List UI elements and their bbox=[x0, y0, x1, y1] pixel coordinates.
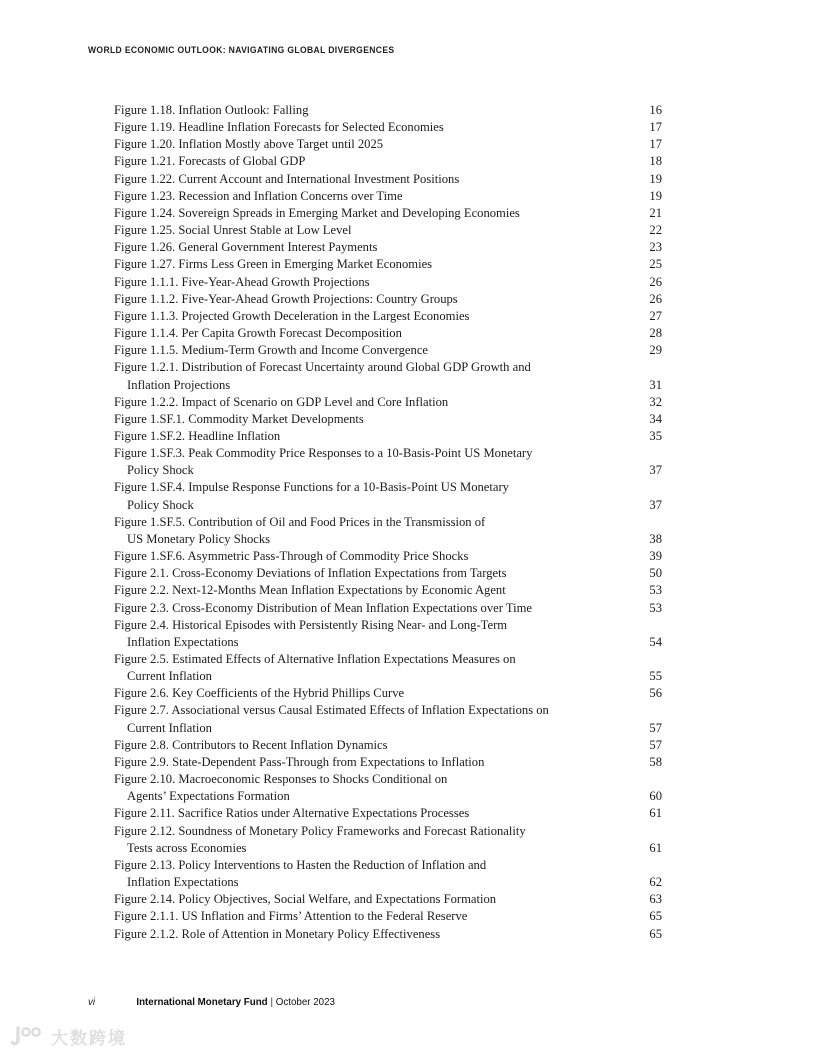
watermark-text: 大数跨境 bbox=[51, 1029, 127, 1048]
figure-title: Current Inflation bbox=[127, 720, 212, 735]
figure-page-ref: 62 bbox=[649, 875, 662, 890]
toc-entry-line bbox=[114, 874, 662, 891]
figure-title: Figure 2.1.1. US Inflation and Firms’ Attention to the Federal Reserve bbox=[114, 909, 468, 924]
figure-title: Figure 2.2. Next-12-Months Mean Inflation Expectations by Economic Agent bbox=[114, 583, 506, 598]
figure-title: Figure 1.23. Recession and Inflation Concerns over Time bbox=[114, 188, 403, 203]
figure-title: Agents’ Expectations Formation bbox=[127, 789, 290, 804]
toc-entry-line bbox=[114, 188, 662, 205]
figure-title: Policy Shock bbox=[127, 463, 194, 478]
figure-title: Figure 2.7. Associational versus Causal Estimated Effects of Inflation Expectations on bbox=[114, 703, 549, 718]
toc-entry-line bbox=[114, 205, 662, 222]
figure-title: Figure 1.1.5. Medium-Term Growth and Income Convergence bbox=[114, 343, 429, 358]
footer-separator: | bbox=[270, 996, 273, 1008]
toc-entry-line bbox=[114, 685, 662, 702]
figure-title: Inflation Projections bbox=[127, 377, 231, 392]
figure-title: Figure 2.12. Soundness of Monetary Policy Frameworks and Forecast Rationality bbox=[114, 823, 526, 838]
figure-title: Figure 1.18. Inflation Outlook: Falling bbox=[114, 103, 309, 117]
toc-entry-line bbox=[114, 857, 662, 874]
figure-title: Figure 1.2.2. Impact of Scenario on GDP Level and Core Inflation bbox=[114, 394, 449, 409]
figure-page-ref: 19 bbox=[649, 171, 662, 186]
toc-entry-line bbox=[114, 497, 662, 514]
figure-title: Figure 1.20. Inflation Mostly above Target until 2025 bbox=[114, 137, 384, 152]
figure-title: Figure 2.13. Policy Interventions to Hasten the Reduction of Inflation and bbox=[114, 857, 487, 872]
figure-page-ref: 28 bbox=[649, 326, 662, 341]
figure-title: Figure 1.27. Firms Less Green in Emerging Market Economies bbox=[114, 257, 433, 272]
figure-title: Figure 1.SF.3. Peak Commodity Price Responses to a 10-Basis-Point US Monetary bbox=[114, 446, 533, 461]
figure-page-ref: 26 bbox=[649, 291, 662, 306]
figure-title: Inflation Expectations bbox=[127, 634, 239, 649]
figure-title: Figure 1.22. Current Account and International Investment Positions bbox=[114, 171, 460, 186]
figure-title: Figure 1.1.4. Per Capita Growth Forecast Decomposition bbox=[114, 326, 402, 341]
toc-entry-line bbox=[114, 720, 662, 737]
figure-title: Figure 2.1.2. Role of Attention in Monetary Policy Effectiveness bbox=[114, 926, 441, 941]
toc-entry-line bbox=[114, 239, 662, 256]
figure-title: Figure 1.1.1. Five-Year-Ahead Growth Projections bbox=[114, 274, 370, 289]
toc-entry-line bbox=[114, 634, 662, 651]
toc-entry-line bbox=[114, 926, 662, 943]
figure-page-ref: 17 bbox=[649, 137, 662, 152]
figure-title: Current Inflation bbox=[127, 669, 212, 684]
edition-date: October 2023 bbox=[275, 996, 335, 1008]
figure-page-ref: 54 bbox=[649, 634, 662, 649]
figure-page-ref: 61 bbox=[649, 806, 662, 821]
toc-entry-line bbox=[114, 805, 662, 822]
figure-title: Figure 2.1. Cross-Economy Deviations of Inflation Expectations from Targets bbox=[114, 566, 507, 581]
toc-entry-line bbox=[114, 823, 662, 840]
page-footer bbox=[88, 996, 335, 1008]
figure-page-ref: 21 bbox=[649, 205, 662, 220]
toc-entry-line bbox=[114, 325, 662, 342]
watermark-logo-icon bbox=[10, 1025, 46, 1049]
toc-entry-line bbox=[114, 668, 662, 685]
figure-title: Tests across Economies bbox=[127, 840, 247, 855]
figure-title: Figure 1.2.1. Distribution of Forecast Uncertainty around Global GDP Growth and bbox=[114, 360, 531, 375]
figure-title: Figure 1.26. General Government Interest Payments bbox=[114, 240, 378, 255]
figure-page-ref: 65 bbox=[649, 909, 662, 924]
publisher-name: International Monetary Fund bbox=[136, 996, 268, 1008]
figure-title: Figure 1.1.2. Five-Year-Ahead Growth Projections: Country Groups bbox=[114, 291, 458, 306]
toc-entry-line bbox=[114, 377, 662, 394]
toc-entry-line bbox=[114, 411, 662, 428]
list-of-figures bbox=[114, 102, 662, 943]
figure-page-ref: 58 bbox=[649, 754, 662, 769]
figure-title: Figure 2.3. Cross-Economy Distribution of Mean Inflation Expectations over Time bbox=[114, 600, 532, 615]
figure-page-ref: 34 bbox=[649, 411, 662, 426]
figure-page-ref: 25 bbox=[649, 257, 662, 272]
toc-entry-line bbox=[114, 548, 662, 565]
figure-title: Figure 2.11. Sacrifice Ratios under Alternative Expectations Processes bbox=[114, 806, 470, 821]
figure-page-ref: 35 bbox=[649, 428, 662, 443]
toc-entry-line bbox=[114, 153, 662, 170]
toc-entry-line bbox=[114, 256, 662, 273]
figure-page-ref: 38 bbox=[649, 531, 662, 546]
toc-entry-line bbox=[114, 651, 662, 668]
toc-entry-line bbox=[114, 582, 662, 599]
figure-page-ref: 55 bbox=[649, 669, 662, 684]
figure-page-ref: 65 bbox=[649, 926, 662, 941]
toc-entry-line bbox=[114, 565, 662, 582]
toc-entry-line bbox=[114, 308, 662, 325]
toc-entry-line bbox=[114, 342, 662, 359]
figure-page-ref: 22 bbox=[649, 223, 662, 238]
figure-title: Figure 2.10. Macroeconomic Responses to Shocks Conditional on bbox=[114, 772, 448, 787]
figure-title: Figure 2.4. Historical Episodes with Persistently Rising Near- and Long-Term bbox=[114, 617, 508, 632]
figure-page-ref: 18 bbox=[649, 154, 662, 169]
figure-page-ref: 53 bbox=[649, 600, 662, 615]
figure-title: Figure 1.21. Forecasts of Global GDP bbox=[114, 154, 306, 169]
figure-title: Figure 2.5. Estimated Effects of Alternative Inflation Expectations Measures on bbox=[114, 652, 516, 666]
toc-entry-line bbox=[114, 102, 662, 119]
toc-entry-line bbox=[114, 514, 662, 531]
figure-title: Figure 1.1.3. Projected Growth Deceleration in the Largest Economies bbox=[114, 308, 470, 323]
toc-entry-line bbox=[114, 891, 662, 908]
figure-page-ref: 27 bbox=[649, 308, 662, 323]
figure-title: Figure 1.24. Sovereign Spreads in Emerging Market and Developing Economies bbox=[114, 205, 520, 220]
figure-title: Inflation Expectations bbox=[127, 875, 239, 890]
figure-title: Figure 1.SF.4. Impulse Response Functions for a 10-Basis-Point US Monetary bbox=[114, 480, 509, 495]
figure-title: Figure 2.9. State-Dependent Pass-Through from Expectations to Inflation bbox=[114, 754, 485, 769]
figure-page-ref: 17 bbox=[649, 120, 662, 135]
toc-entry-line bbox=[114, 531, 662, 548]
figure-page-ref: 57 bbox=[649, 720, 662, 735]
figure-page-ref: 31 bbox=[649, 377, 662, 392]
running-header bbox=[88, 45, 394, 56]
toc-entry-line bbox=[114, 788, 662, 805]
toc-entry-line bbox=[114, 600, 662, 617]
toc-entry-line bbox=[114, 291, 662, 308]
figure-page-ref: 56 bbox=[649, 686, 662, 701]
figure-title: Figure 1.25. Social Unrest Stable at Low Level bbox=[114, 223, 352, 238]
toc-entry-line bbox=[114, 754, 662, 771]
figure-page-ref: 60 bbox=[649, 789, 662, 804]
toc-entry-line bbox=[114, 908, 662, 925]
toc-entry-line bbox=[114, 136, 662, 153]
figure-title: Figure 2.6. Key Coefficients of the Hybrid Phillips Curve bbox=[114, 686, 405, 701]
running-header-title: WORLD ECONOMIC OUTLOOK: NAVIGATING GLOBAL DIVERGENCES bbox=[88, 45, 395, 56]
figure-title: Figure 1.SF.1. Commodity Market Developments bbox=[114, 411, 364, 426]
figure-title: US Monetary Policy Shocks bbox=[127, 531, 271, 546]
figure-page-ref: 57 bbox=[649, 737, 662, 752]
toc-entry-line bbox=[114, 222, 662, 239]
publisher-line bbox=[136, 996, 335, 1008]
figure-title: Figure 2.14. Policy Objectives, Social Welfare, and Expectations Formation bbox=[114, 892, 497, 907]
figure-title: Figure 1.SF.6. Asymmetric Pass-Through of Commodity Price Shocks bbox=[114, 549, 469, 564]
toc-entry-line bbox=[114, 359, 662, 376]
figure-title: Figure 1.19. Headline Inflation Forecasts for Selected Economies bbox=[114, 120, 444, 135]
toc-entry-line bbox=[114, 462, 662, 479]
toc-entry-line bbox=[114, 445, 662, 462]
figure-page-ref: 37 bbox=[649, 497, 662, 512]
figure-page-ref: 19 bbox=[649, 188, 662, 203]
toc-entry-line bbox=[114, 617, 662, 634]
figure-page-ref: 50 bbox=[649, 566, 662, 581]
figure-title: Figure 1.SF.2. Headline Inflation bbox=[114, 428, 281, 443]
figure-page-ref: 23 bbox=[649, 240, 662, 255]
toc-entry-line bbox=[114, 274, 662, 291]
figure-title: Figure 2.8. Contributors to Recent Inflation Dynamics bbox=[114, 737, 388, 752]
figure-page-ref: 29 bbox=[649, 343, 662, 358]
toc-entry-line bbox=[114, 702, 662, 719]
figure-page-ref: 37 bbox=[649, 463, 662, 478]
figure-title: Policy Shock bbox=[127, 497, 194, 512]
toc-entry-line bbox=[114, 737, 662, 754]
figure-page-ref: 26 bbox=[649, 274, 662, 289]
figure-page-ref: 16 bbox=[649, 103, 662, 117]
figure-page-ref: 63 bbox=[649, 892, 662, 907]
toc-entry-line bbox=[114, 171, 662, 188]
toc-entry-line bbox=[114, 771, 662, 788]
toc-entry-line bbox=[114, 428, 662, 445]
watermark bbox=[10, 1024, 127, 1049]
figure-page-ref: 32 bbox=[649, 394, 662, 409]
figure-page-ref: 53 bbox=[649, 583, 662, 598]
folio-page-number: vi bbox=[88, 996, 96, 1008]
figure-page-ref: 61 bbox=[649, 840, 662, 855]
figure-title: Figure 1.SF.5. Contribution of Oil and Food Prices in the Transmission of bbox=[114, 514, 486, 529]
toc-entry-line bbox=[114, 119, 662, 136]
figure-page-ref: 39 bbox=[649, 549, 662, 564]
toc-entry-line bbox=[114, 479, 662, 496]
toc-entry-line bbox=[114, 394, 662, 411]
toc-entry-line bbox=[114, 840, 662, 857]
